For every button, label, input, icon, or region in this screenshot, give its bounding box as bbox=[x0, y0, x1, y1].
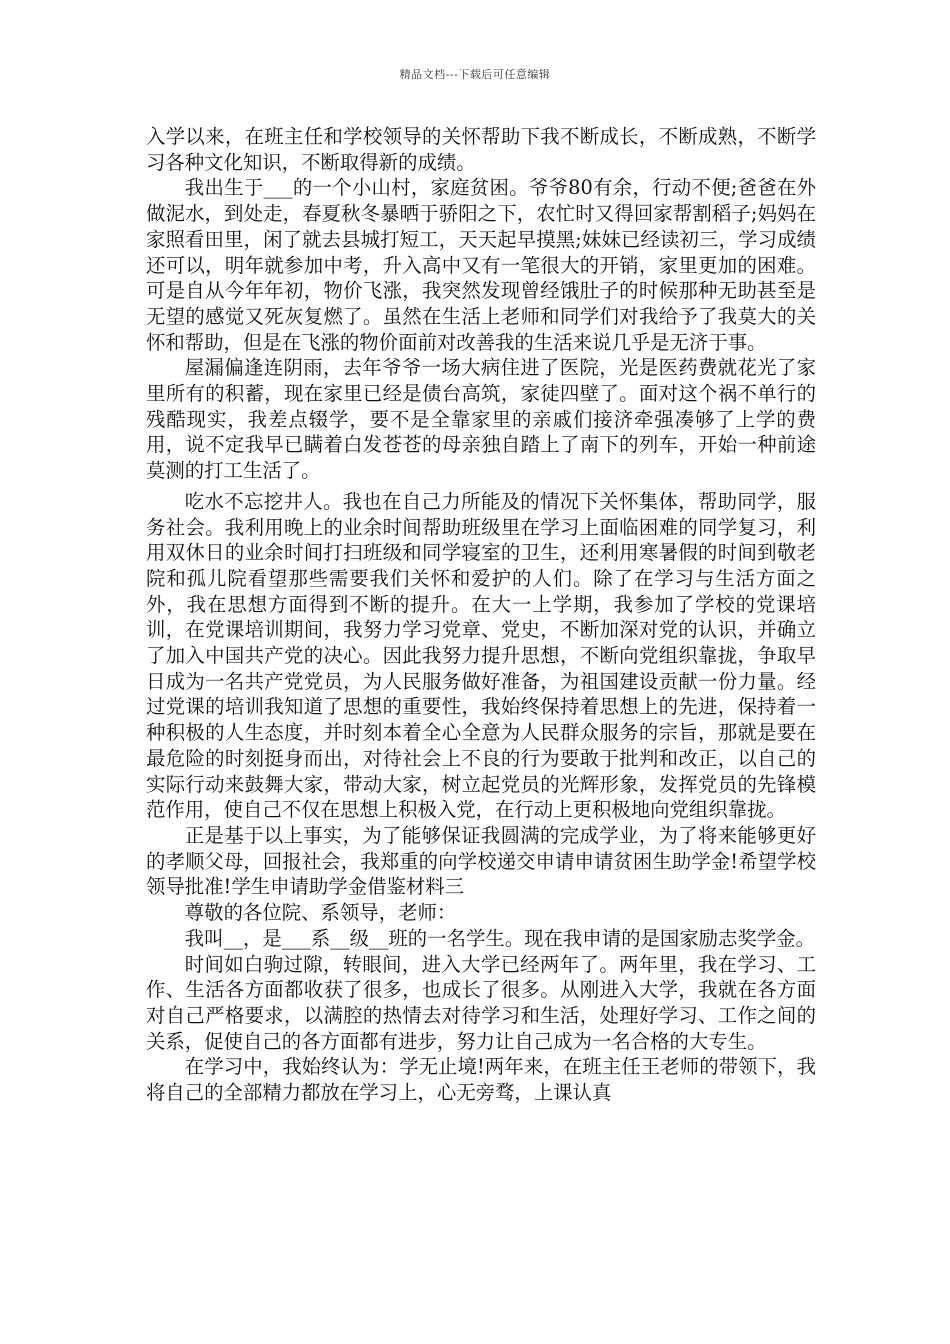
paragraph-1: 入学以来，在班主任和学校领导的关怀帮助下我不断成长，不断成熟，不断学习各种文化知识，不断取得新的成绩。 bbox=[146, 125, 816, 174]
paragraph-5: 正是基于以上事实，为了能够保证我圆满的完成学业，为了将来能够更好的孝顺父母，回报社会，我郑重的向学校递交申请申请贫困生助学金!希望学校领导批准!学生申请助学金借鉴材料三 bbox=[146, 823, 816, 899]
paragraph-7: 时间如白驹过隙，转眼间，进入大学已经两年了。两年里，我在学习、工作、生活各方面都收获了很多，也成长了很多。从刚进入大学，我就在各方面对自己严格要求，以满腔的热情去对待学习和生活，处理好学习、工作之间的关系，促使自己的各方面都有进步，努力让自己成为一名合格的大专生。 bbox=[146, 952, 816, 1053]
salutation: 尊敬的各位院、系领导，老师： bbox=[184, 901, 457, 925]
paragraph-4: 吃水不忘挖井人。我也在自己力所能及的情况下关怀集体，帮助同学，服务社会。我利用晚上的业余时间帮助班级里在学习上面临困难的同学复习，利用双休日的业余时间打扫班级和同学寝室的卫生，还利用寒暑假的时间到敬老院和孤儿院看望那些需要我们关怀和爱护的人们。除了在学习与生活方面之外，我在思想方面得到不断的提升。在大一上学期，我参加了学校的党课培训，在党课培训期间，我努力学习党章、党史，不断加深对党的认识，并确立了加入中国共产党的决心。因此我努力提升思想，不断向党组织靠拢，争取早日成为一名共产党党员，为人民服务做好准备，为祖国建设贡献一份力量。经过党课的培训我知道了思想的重要性，我始终保持着思想上的先进，保持着一种积极的人生态度，并时刻本着全心全意为人民群众服务的宗旨，那就是要在最危险的时刻挺身而出，对待社会上不良的行为要敢于批判和改正，以自己的实际行动来鼓舞大家，带动大家，树立起党员的光辉形象，发挥党员的先锋模范作用，使自己不仅在思想上积极入党，在行动上更积极地向党组织靠拢。 bbox=[146, 489, 816, 822]
paragraph-3: 屋漏偏逢连阴雨，去年爷爷一场大病住进了医院，光是医药费就花光了家里所有的积蓄，现在家里已经是债台高筑，家徒四壁了。面对这个祸不单行的残酷现实，我差点辍学，要不是全靠家里的亲戚们接济牵强凑够了上学的费用，说不定我早已瞒着白发苍苍的母亲独自踏上了南下的列车，开始一种前途莫测的打工生活了。 bbox=[146, 356, 816, 483]
document-body bbox=[146, 124, 816, 1106]
paragraph-8: 在学习中，我始终认为：学无止境!两年来，在班主任王老师的带领下，我将自己的全部精力都放在学习上，心无旁骛，上课认真 bbox=[146, 1055, 816, 1105]
paragraph-6: 我叫__，是___系__级__班的一名学生。现在我申请的是国家励志奖学金。 bbox=[184, 926, 815, 950]
header-note: 精品文档---下载后可任意编辑 bbox=[399, 68, 551, 81]
paragraph-2: 我出生于___的一个小山村，家庭贫困。爷爷80有余，行动不便;爸爸在外做泥水，到处走，春夏秋冬暴晒于骄阳之下，农忙时又得回家帮割稻子;妈妈在家照看田里，闲了就去县城打短工，天天起早摸黑;妹妹已经读初三，学习成绩还可以，明年就参加中考，升入高中又有一笔很大的开销，家里更加的困难。可是自从今年年初，物价飞涨，我突然发现曾经饿肚子的时候那种无助甚至是无望的感觉又死灰复燃了。虽然在生活上老师和同学们对我给予了我莫大的关怀和帮助，但是在飞涨的物价面前对改善我的生活来说几乎是无济于事。 bbox=[146, 176, 816, 354]
